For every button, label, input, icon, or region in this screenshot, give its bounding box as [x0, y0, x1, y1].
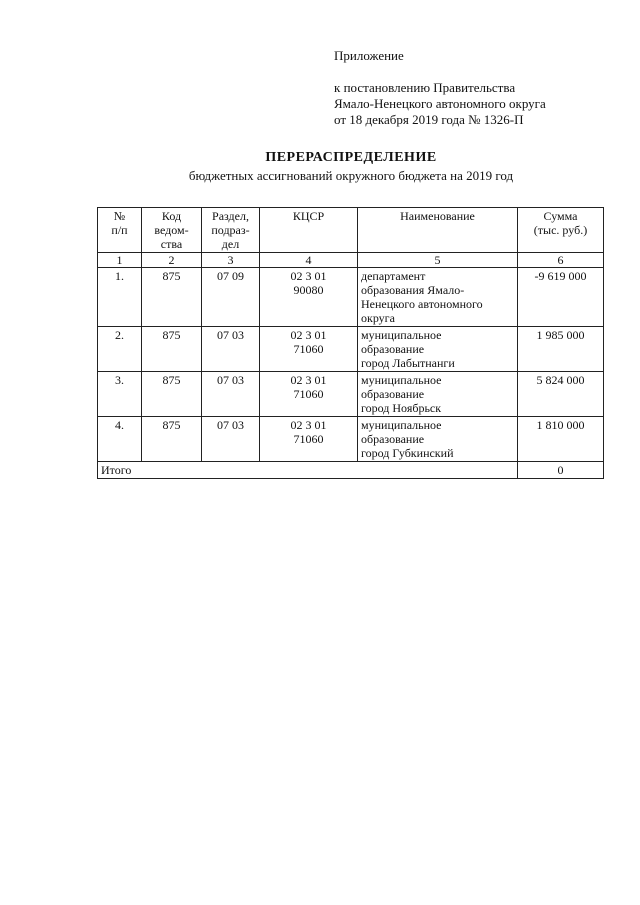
- table-row: [98, 372, 604, 417]
- total-value: 0: [518, 462, 604, 479]
- row-department-code: 875: [142, 268, 202, 327]
- table-header-row: [98, 208, 604, 253]
- row-sum: -9 619 000: [518, 268, 604, 327]
- row-name: муниципальное образование город Лабытнанги: [358, 327, 518, 372]
- total-label: Итого: [98, 462, 518, 479]
- column-number: 4: [260, 253, 358, 268]
- document-subtitle: бюджетных ассигнований окружного бюджета на 2019 год: [188, 168, 514, 183]
- table-row: [98, 417, 604, 462]
- row-name: муниципальное образование город Губкинский: [358, 417, 518, 462]
- table-row: [98, 327, 604, 372]
- row-number: 4.: [98, 417, 142, 462]
- appendix-date-line: от 18 декабря 2019 года № 1326-П: [334, 112, 524, 127]
- column-number-row: [98, 253, 604, 268]
- header-sum: Сумма (тыс. руб.): [518, 208, 604, 253]
- document-title: ПЕРЕРАСПРЕДЕЛЕНИЕ: [265, 150, 437, 165]
- row-number: 3.: [98, 372, 142, 417]
- appendix-decree-line: к постановлению Правительства: [334, 80, 516, 95]
- header-name: Наименование: [358, 208, 518, 253]
- header-kcsr: КЦСР: [260, 208, 358, 253]
- column-number: 3: [202, 253, 260, 268]
- row-kcsr: 02 3 01 71060: [260, 372, 358, 417]
- header-department-code: Код ведом- ства: [142, 208, 202, 253]
- column-number: 2: [142, 253, 202, 268]
- row-name: муниципальное образование город Ноябрьск: [358, 372, 518, 417]
- row-kcsr: 02 3 01 71060: [260, 327, 358, 372]
- column-number: 1: [98, 253, 142, 268]
- row-number: 2.: [98, 327, 142, 372]
- header-number: № п/п: [98, 208, 142, 253]
- row-kcsr: 02 3 01 71060: [260, 417, 358, 462]
- row-kcsr: 02 3 01 90080: [260, 268, 358, 327]
- header-section: Раздел, подраз- дел: [202, 208, 260, 253]
- row-sum: 1 985 000: [518, 327, 604, 372]
- row-section: 07 03: [202, 372, 260, 417]
- total-row: [98, 462, 604, 479]
- title-block: [0, 150, 640, 184]
- table-row: [98, 268, 604, 327]
- row-department-code: 875: [142, 372, 202, 417]
- row-section: 07 03: [202, 327, 260, 372]
- row-sum: 5 824 000: [518, 372, 604, 417]
- row-sum: 1 810 000: [518, 417, 604, 462]
- reallocation-table: [97, 207, 604, 479]
- row-name: департамент образования Ямало- Ненецкого автономного округа: [358, 268, 518, 327]
- appendix-block: [334, 48, 546, 128]
- row-section: 07 09: [202, 268, 260, 327]
- appendix-region-line: Ямало-Ненецкого автономного округа: [334, 96, 546, 111]
- appendix-label: Приложение: [334, 48, 404, 63]
- row-number: 1.: [98, 268, 142, 327]
- row-department-code: 875: [142, 417, 202, 462]
- column-number: 6: [518, 253, 604, 268]
- row-department-code: 875: [142, 327, 202, 372]
- row-section: 07 03: [202, 417, 260, 462]
- column-number: 5: [358, 253, 518, 268]
